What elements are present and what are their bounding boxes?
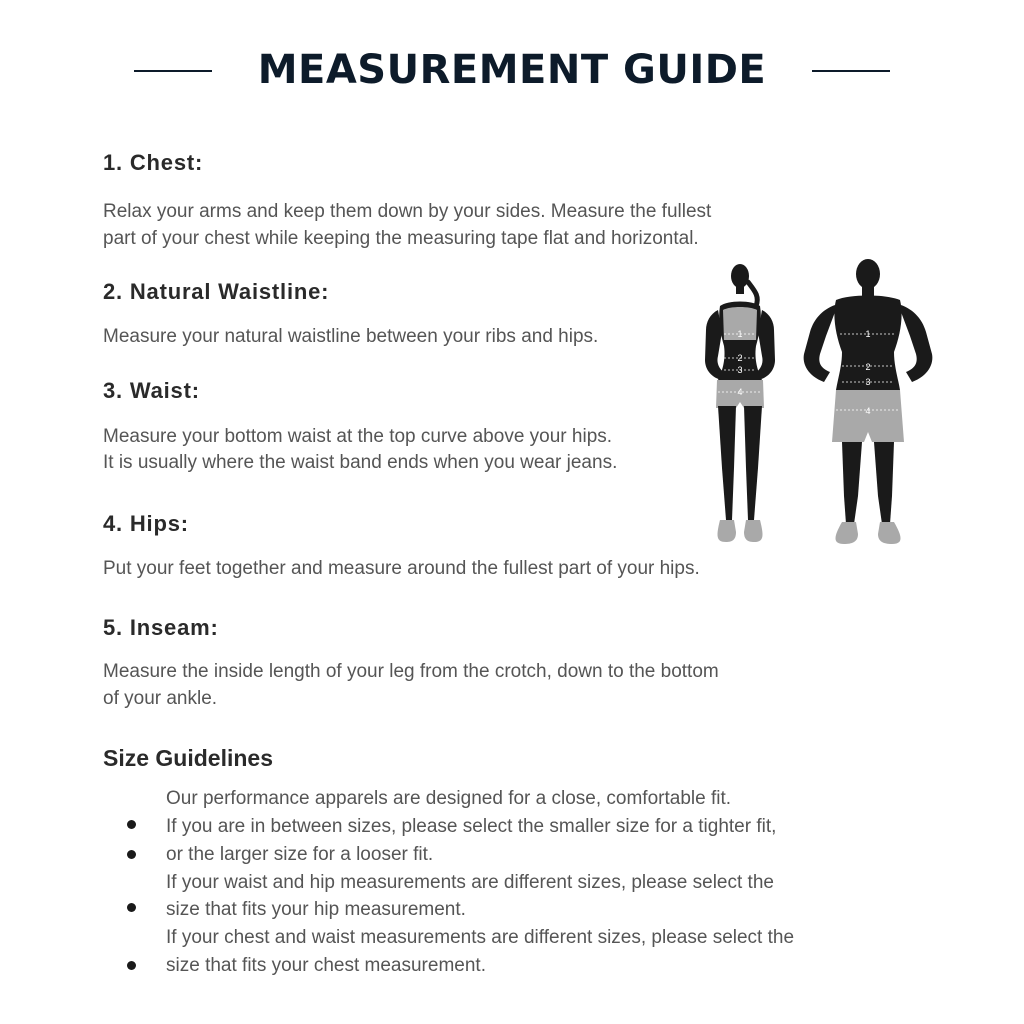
title-divider-right <box>812 70 890 72</box>
size-guideline-line: If you are in between sizes, please select the smaller size for a tighter fit, <box>166 816 777 837</box>
size-guidelines-title: Size Guidelines <box>103 745 273 771</box>
man-marker-1: 1 <box>865 329 871 339</box>
section-heading-natural-waistline: 2. Natural Waistline: <box>103 279 330 304</box>
man-marker-2: 2 <box>865 362 871 372</box>
woman-marker-2: 2 <box>737 353 743 363</box>
section-heading-inseam: 5. Inseam: <box>103 615 219 640</box>
woman-figure <box>705 264 775 542</box>
section-text-inseam-line2: of your ankle. <box>103 688 218 709</box>
section-text-hips: Put your feet together and measure around the fullest part of your hips. <box>103 558 700 579</box>
woman-marker-4: 4 <box>737 387 743 397</box>
size-guideline-line: If your chest and waist measurements are different sizes, please select the <box>166 927 795 948</box>
bullet-dot <box>127 820 136 829</box>
size-guideline-line: size that fits your hip measurement. <box>166 899 466 920</box>
title-row <box>0 46 1024 94</box>
bullet-dot <box>127 850 136 859</box>
page-title: MEASUREMENT GUIDE <box>257 47 767 93</box>
size-guideline-line: Our performance apparels are designed for a close, comfortable fit. <box>166 788 732 809</box>
woman-marker-1: 1 <box>737 329 743 339</box>
section-heading-hips: 4. Hips: <box>103 511 189 536</box>
section-text-inseam-line1: Measure the inside length of your leg from the crotch, down to the bottom <box>103 661 719 682</box>
section-text-waist-line2: It is usually where the waist band ends when you wear jeans. <box>103 452 618 473</box>
section-text-chest-line2: part of your chest while keeping the measuring tape flat and horizontal. <box>103 228 699 249</box>
man-marker-4: 4 <box>865 406 871 416</box>
section-heading-chest: 1. Chest: <box>103 150 204 175</box>
man-marker-3: 3 <box>865 377 871 387</box>
section-heading-waist: 3. Waist: <box>103 378 200 403</box>
section-text-natural-waistline: Measure your natural waistline between your ribs and hips. <box>103 326 599 347</box>
size-guideline-line: size that fits your chest measurement. <box>166 955 486 976</box>
bullet-dot <box>127 961 136 970</box>
man-figure <box>804 259 933 544</box>
body-measurement-figures <box>690 256 940 550</box>
section-text-chest-line1: Relax your arms and keep them down by your sides. Measure the fullest <box>103 201 712 222</box>
bullet-dot <box>127 903 136 912</box>
section-text-waist-line1: Measure your bottom waist at the top curve above your hips. <box>103 426 613 447</box>
size-guideline-line: or the larger size for a looser fit. <box>166 844 434 865</box>
size-guideline-line: If your waist and hip measurements are different sizes, please select the <box>166 872 774 893</box>
woman-marker-3: 3 <box>737 365 743 375</box>
